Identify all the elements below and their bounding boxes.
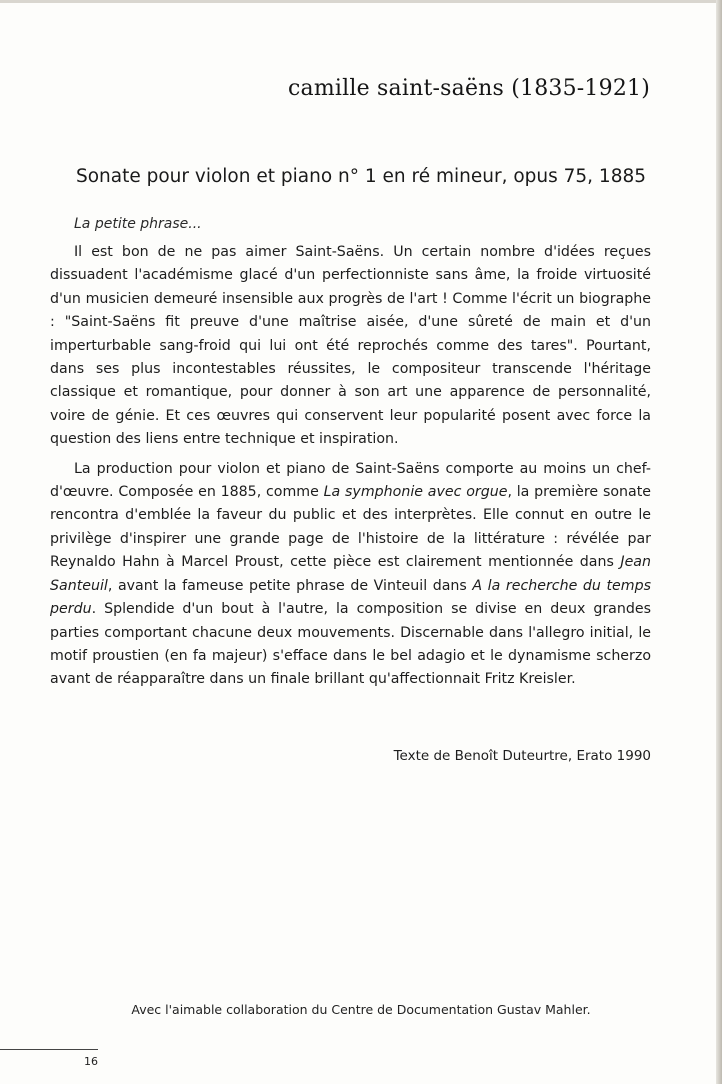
text-run: , avant la fameuse petite phrase de Vinteuil dans [107, 577, 473, 594]
acknowledgement-note: Avec l'aimable collaboration du Centre de Documentation Gustav Mahler. [131, 1002, 591, 1017]
italic-title-run: A la recherche du temps perdu [50, 577, 651, 618]
paragraph-2 [50, 458, 651, 692]
work-title: Sonate pour violon et piano n° 1 en ré mineur, opus 75, 1885 [75, 166, 647, 187]
page-number: 16 [84, 1055, 98, 1068]
italic-title-run: La symphonie avec orgue [323, 484, 508, 501]
text-run: Il est bon de ne pas aimer Saint-Saëns. Un certain nombre d'idées reçues dissuadent l'académisme glacé d'un perfectionniste sans âme, la froide virtuosité d'un musicien demeuré insensible aux progrès de l'art ! Comme l'écrit un biographe : "Saint-Saëns fit preuve d'une maîtrise aisée, d'une sûreté de main et d'un imperturbable sang-froid qui lui ont été reprochés comme des tares". Pourtant, dans ses plus incontestables réussites, le compositeur transcende l'héritage classique et romantique, pour donner à son art une apparence de personnalité, voire de génie. Et ces œuvres qui conservent leur popularité posent avec force la question des liens entre technique et inspiration. [50, 244, 651, 448]
text-run: La production pour violon et piano de Saint-Saëns comporte au moins un chef-d'œuvre. Composée en 1885, comme [50, 460, 651, 501]
footer-rule [0, 1049, 98, 1050]
text-credit: Texte de Benoît Duteurtre, Erato 1990 [393, 748, 651, 764]
article-body [50, 241, 651, 692]
intro-phrase: La petite phrase... [74, 216, 202, 232]
page-right-edge [716, 0, 722, 1084]
italic-title-run: Jean Santeuil [50, 554, 651, 594]
page-top-edge [0, 0, 722, 3]
composer-heading: camille saint-saëns (1835-1921) [288, 76, 650, 101]
paragraph-1 [50, 241, 651, 452]
text-run: , la première sonate rencontra d'emblée la faveur du public et des interprètes. Elle connut en outre le privilège d'inspirer une grande page de l'histoire de la littérature : révélée par Reynaldo Hahn à Marcel Proust, cette pièce est clairement mentionnée dans [50, 484, 651, 571]
text-run: . Splendide d'un bout à l'autre, la composition se divise en deux grandes parties comportant chacune deux mouvements. Discernable dans l'allegro initial, le motif proustien (en fa majeur) s'efface dans le bel adagio et le dynamisme scherzo avant de réapparaître dans un finale brillant qu'affectionnait Fritz Kreisler. [50, 601, 651, 688]
